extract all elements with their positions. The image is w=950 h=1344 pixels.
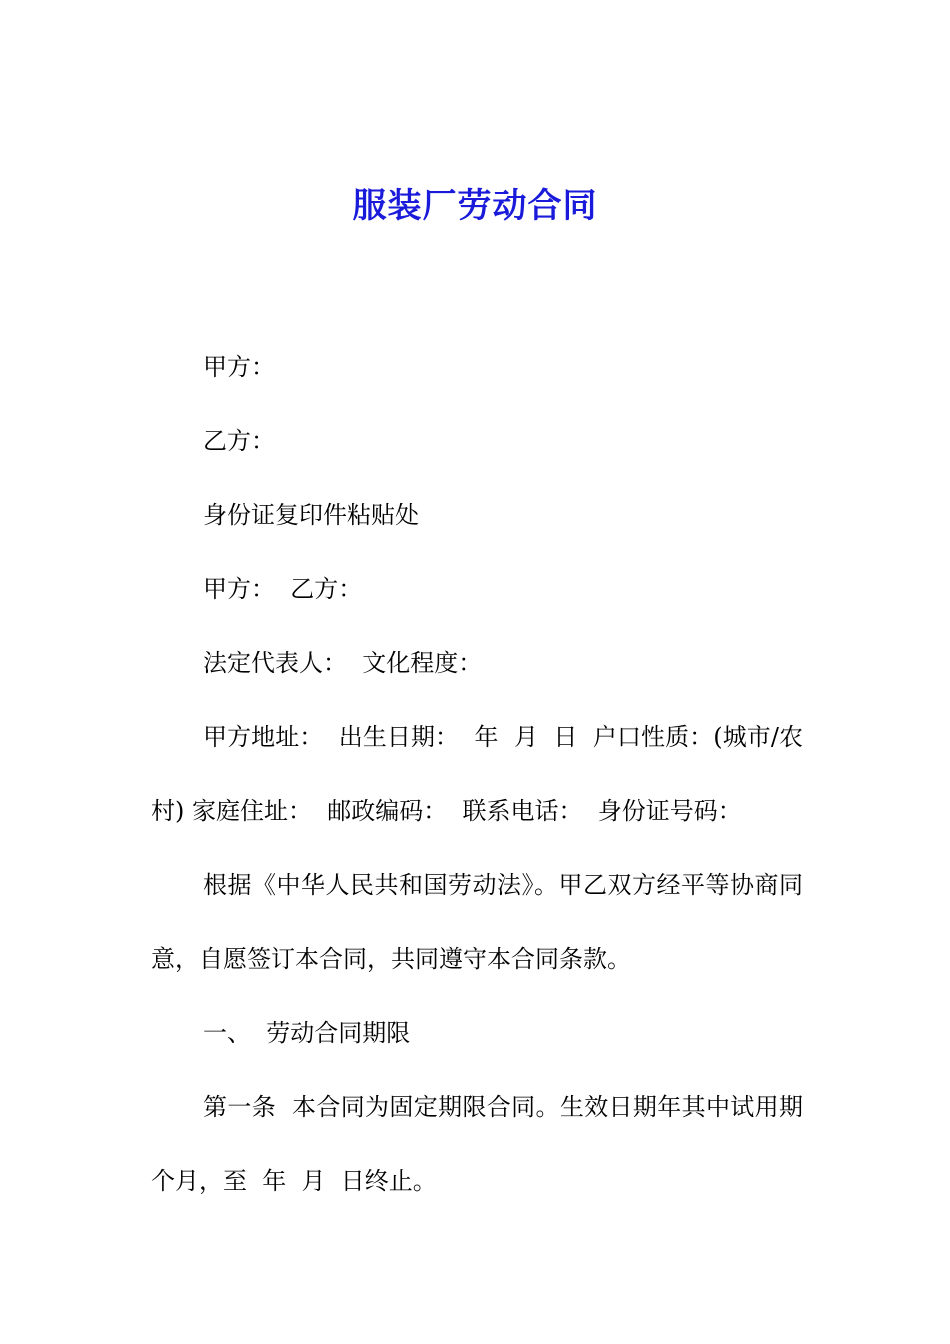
- legal-basis-paragraph: 根据《中华人民共和国劳动法》。甲乙双方经平等协商同意，自愿签订本合同，共同遵守本合同条款。: [151, 871, 803, 973]
- id-copy-paste-line: 身份证复印件粘贴处: [203, 501, 419, 529]
- section-heading-contract-term: 一、 劳动合同期限: [203, 1019, 411, 1047]
- address-details-paragraph: 甲方地址： 出生日期： 年 月 日 户口性质：(城市/农村) 家庭住址： 邮政编码： 联系电话： 身份证号码：: [151, 723, 803, 825]
- party-a-line: 甲方：: [203, 353, 275, 381]
- article-one-paragraph: 第一条 本合同为固定期限合同。生效日期年其中试用期 个月，至 年 月 日终止。: [151, 1093, 819, 1195]
- legal-representative-line: 法定代表人： 文化程度：: [203, 649, 483, 677]
- document-body: [151, 330, 819, 1218]
- document-title: 服装厂劳动合同: [352, 186, 598, 226]
- parties-line: 甲方： 乙方：: [203, 575, 363, 603]
- party-b-line: 乙方：: [203, 427, 275, 455]
